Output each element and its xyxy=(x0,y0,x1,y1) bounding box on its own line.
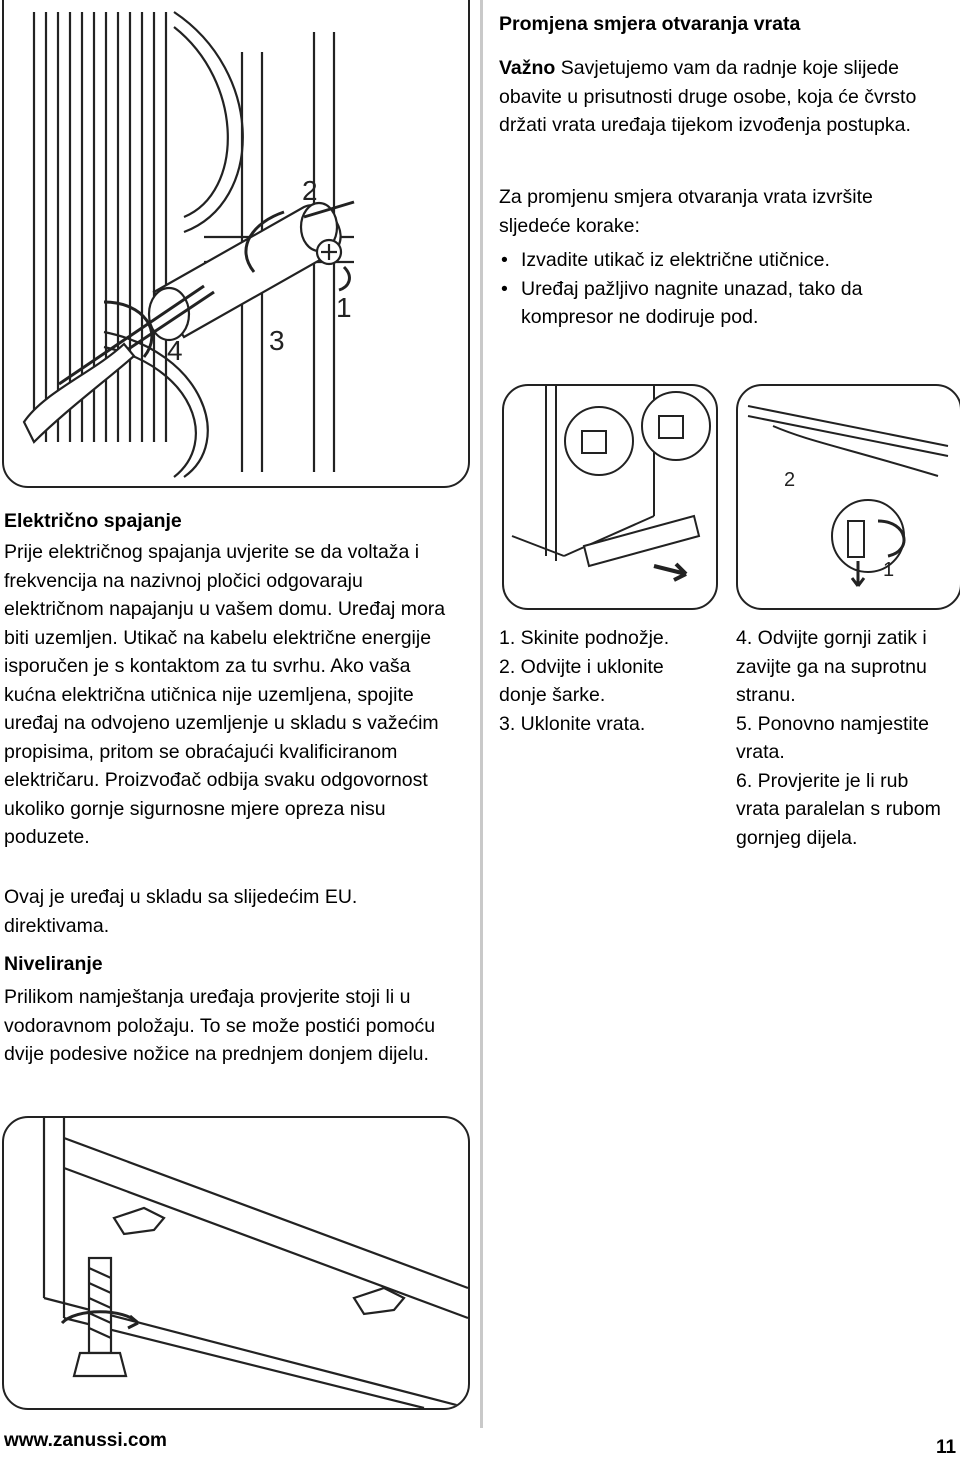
section-title-leveling: Niveliranje xyxy=(4,953,103,975)
section-title-electrical: Električno spajanje xyxy=(4,510,182,532)
step-item: 6. Provjerite je li rub vrata paralelan s rubom gornjeg dijela. xyxy=(736,769,941,849)
top-pin-illustration xyxy=(738,386,960,608)
step-item: 1. Skinite podnožje. xyxy=(499,627,670,649)
figure-plinth-hinges xyxy=(502,384,718,610)
important-label: Važno xyxy=(499,57,556,79)
figure-door-hinge xyxy=(2,0,470,488)
eu-directive-text: Ovaj je uređaj u skladu sa slijedećim EU. direktivama. xyxy=(4,886,358,937)
section-title-door: Promjena smjera otvaranja vrata xyxy=(499,13,801,35)
important-paragraph xyxy=(499,54,939,140)
step-item: 4. Odvijte gornji zatik i zavijte ga na suprotnu stranu. xyxy=(736,627,927,706)
label-2: 2 xyxy=(784,469,796,491)
label-2: 2 xyxy=(302,175,318,206)
footer-url[interactable]: www.zanussi.com xyxy=(4,1430,167,1451)
label-4: 4 xyxy=(167,335,183,366)
label-1: 1 xyxy=(336,292,352,323)
important-text: Savjetujemo vam da radnje koje slijede obavite u prisutnosti druge osobe, koja će čvrsto držati vrata uređaja tijekom izvođenja postupka. xyxy=(499,57,917,136)
step-item: 3. Uklonite vrata. xyxy=(499,712,646,735)
hinge-illustration xyxy=(4,0,468,486)
plinth-illustration xyxy=(504,386,716,608)
bullet-item: • Uređaj pažljivo nagnite unazad, tako da kompresor ne dodiruje pod. xyxy=(499,275,939,332)
intro-text: Za promjenu smjera otvaranja vrata izvršite sljedeće korake: xyxy=(499,186,873,237)
bullet-list xyxy=(499,246,939,332)
steps-list-right xyxy=(736,624,946,852)
label-3: 3 xyxy=(269,325,285,356)
page-number: 11 xyxy=(936,1437,957,1458)
bullet-item: • Izvadite utikač iz električne utičnice. xyxy=(499,246,939,275)
step-item: 5. Ponovno namjestite vrata. xyxy=(736,712,929,763)
electrical-paragraph: Prije električnog spajanja uvjerite se da voltaža i frekvencija na nazivnoj pločici odgovaraju električnom napajanju u vašem domu. Uređaj mora biti uzemljen. Utikač na kabelu električne energije isporučen je s kontaktom za tu svrhu. Ako vaša kućna električna utičnica nije uzemljena, spojite uređaj na odvojeno uzemljenje u skladu s važećim propisima, pritom se obraćajući kvalificiranom električaru. Proizvođač odbija svaku odgovornost ukoliko gornje sigurnosne mjere opreza nisu poduzete. xyxy=(4,541,446,848)
column-divider xyxy=(480,0,483,1428)
figure-top-pin xyxy=(736,384,960,610)
figure-leveling-foot xyxy=(2,1116,470,1410)
step-item: 2. Odvijte i uklonite donje šarke. xyxy=(499,655,664,706)
label-1: 1 xyxy=(883,559,895,581)
leveling-foot-illustration xyxy=(4,1118,468,1408)
steps-list-left xyxy=(499,624,711,738)
leveling-paragraph: Prilikom namještanja uređaja provjerite stoji li u vodoravnom položaju. To se može postići pomoću dvije podesive nožice na prednjem donjem dijelu. xyxy=(4,986,436,1065)
